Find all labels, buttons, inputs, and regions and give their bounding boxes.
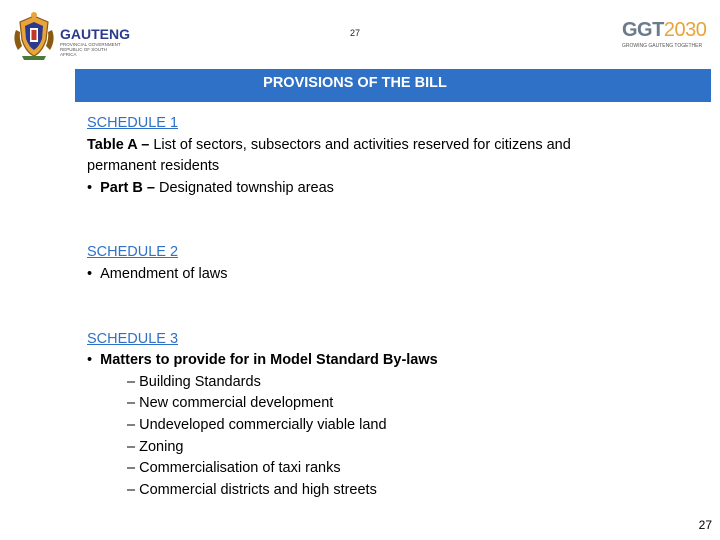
- page-number-bottom: 27: [698, 518, 712, 532]
- dash-icon: –: [127, 395, 136, 412]
- list-item: [87, 372, 707, 394]
- sub-item-text: Commercial districts and high streets: [139, 481, 377, 498]
- part-b-line: [87, 178, 707, 200]
- bullet-icon: •: [87, 352, 93, 369]
- schedule-3-heading[interactable]: SCHEDULE 3: [87, 330, 179, 347]
- table-a-line-cont: permanent residents: [87, 158, 220, 175]
- bullet-icon: •: [87, 265, 93, 282]
- dash-icon: –: [127, 416, 136, 433]
- gauteng-logo-name: GAUTENG: [60, 26, 130, 42]
- title-banner: [75, 69, 711, 102]
- part-b-text: Designated township areas: [154, 179, 334, 196]
- schedule-1-section: [87, 113, 707, 199]
- gauteng-logo: [8, 10, 130, 62]
- schedule-3-section: [87, 329, 707, 502]
- dash-icon: –: [127, 373, 136, 390]
- list-item: [87, 458, 707, 480]
- page-number-top: 27: [349, 28, 360, 38]
- sub-item-text: Building Standards: [139, 373, 261, 390]
- table-a-text: List of sectors, subsectors and activities reserved for citizens and: [149, 136, 571, 153]
- coat-of-arms-icon: [8, 10, 60, 62]
- sub-item-text: New commercial development: [139, 395, 334, 412]
- ggt2030-tagline: GROWING GAUTENG TOGETHER: [622, 43, 703, 49]
- slide-title: PROVISIONS OF THE BILL: [263, 75, 447, 91]
- schedule-2-item: [87, 264, 707, 286]
- schedule-2-heading[interactable]: SCHEDULE 2: [87, 244, 179, 261]
- list-item: [87, 393, 707, 415]
- schedule-2-item-text: Amendment of laws: [100, 265, 228, 282]
- list-item: [87, 415, 707, 437]
- table-a-label: Table A –: [87, 136, 150, 153]
- sub-item-text: Commercialisation of taxi ranks: [139, 460, 341, 477]
- schedule-1-heading[interactable]: SCHEDULE 1: [87, 115, 179, 131]
- list-item: [87, 437, 707, 459]
- bullet-icon: •: [87, 179, 93, 196]
- ggt2030-logo: [622, 20, 716, 56]
- ggt2030-logo-mark: [622, 20, 716, 40]
- ggt-text: GGT: [622, 19, 664, 41]
- dash-icon: –: [127, 460, 136, 477]
- dash-icon: –: [127, 481, 136, 498]
- schedule-3-item-text: Matters to provide for in Model Standard By-laws: [100, 352, 438, 369]
- schedule-3-item: [87, 350, 707, 372]
- schedule-2-section: [87, 242, 707, 285]
- sub-item-text: Undeveloped commercially viable land: [139, 416, 387, 433]
- slide-content: [87, 113, 707, 501]
- table-a-line: [87, 135, 707, 157]
- list-item: [87, 480, 707, 502]
- part-b-label: Part B –: [100, 179, 155, 196]
- sub-item-text: Zoning: [139, 438, 184, 455]
- gauteng-logo-sub: PROVINCIAL GOVERNMENT REPUBLIC OF SOUTH AFRICA: [60, 42, 121, 57]
- ggt-year: 2030: [663, 19, 707, 41]
- dash-icon: –: [127, 438, 136, 455]
